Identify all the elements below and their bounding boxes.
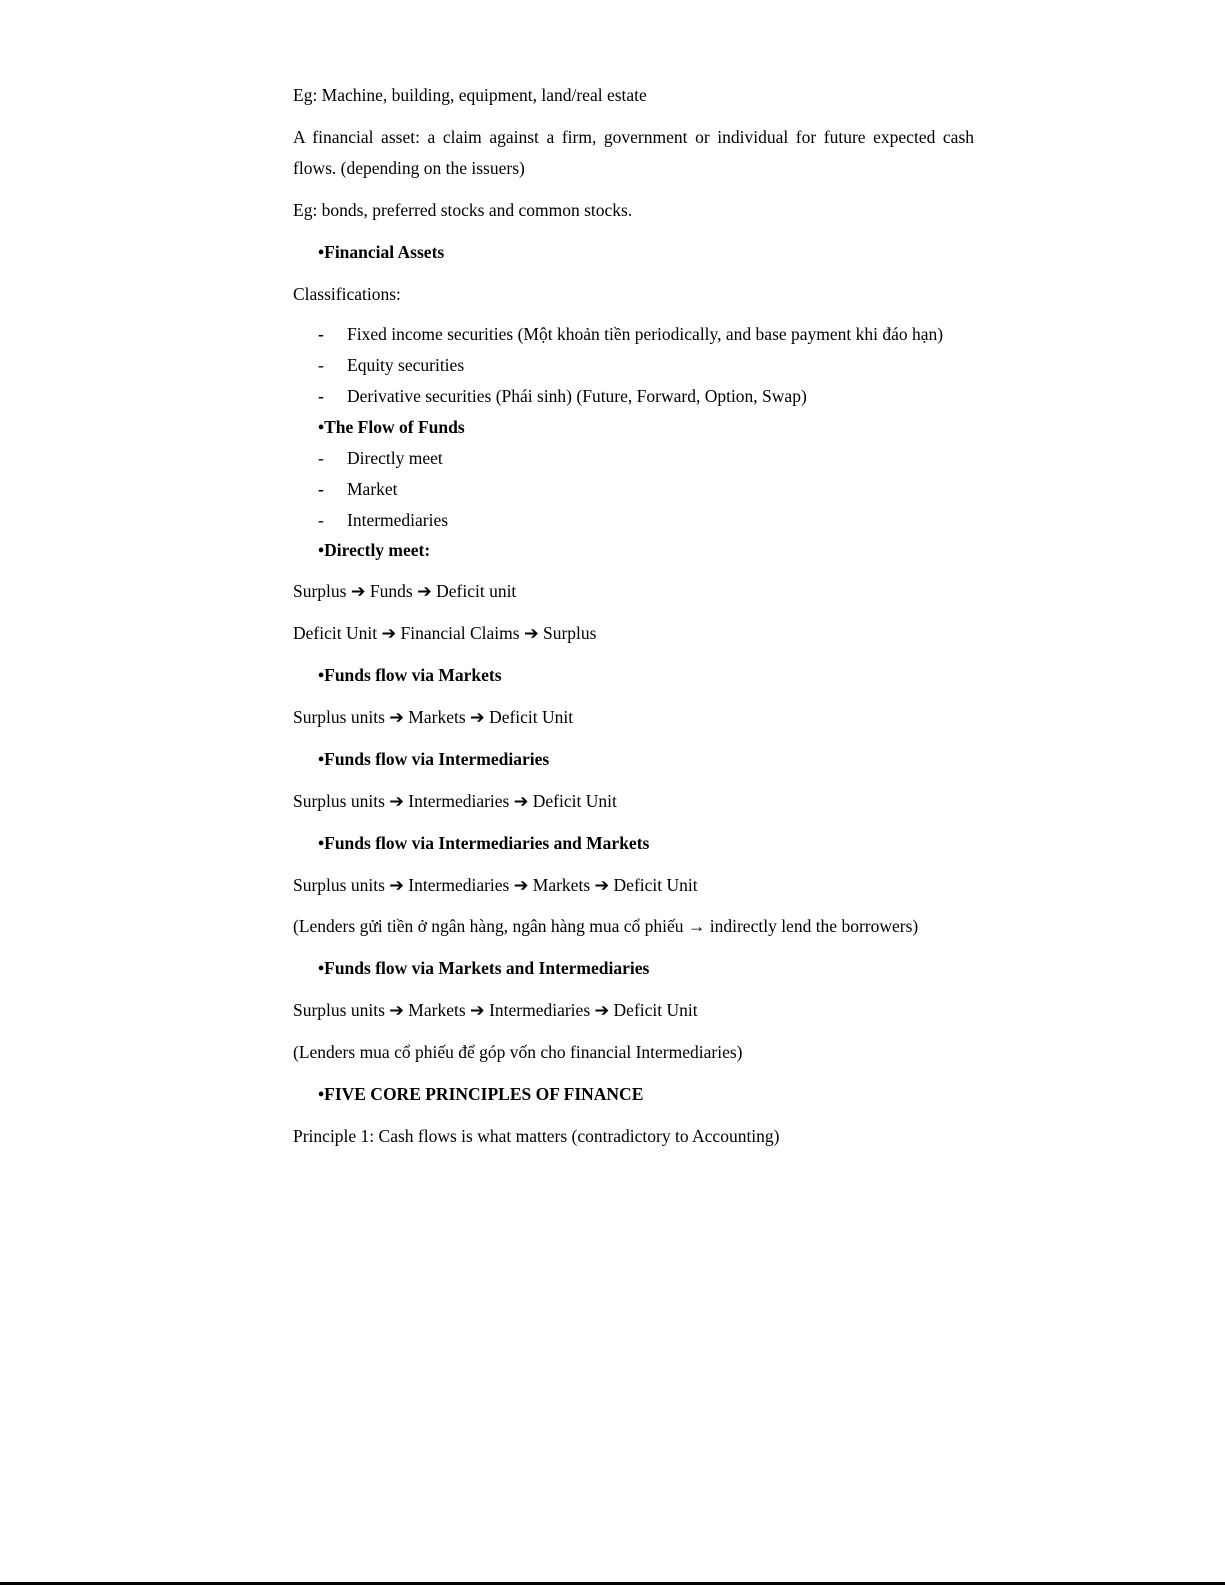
classification-fixed-income: Fixed income securities (Một khoản tiền periodically, and base payment khi đáo hạn) xyxy=(347,324,944,344)
heading-directly-meet: •Directly meet: xyxy=(318,540,431,560)
list-dash: - xyxy=(318,324,324,344)
eg-financial-assets: Eg: bonds, preferred stocks and common stocks. xyxy=(293,200,633,220)
list-dash: - xyxy=(318,479,324,499)
note-intermediaries-and-markets: (Lenders gửi tiền ở ngân hàng, ngân hàng mua cổ phiếu → indirectly lend the borrowers) xyxy=(293,916,919,936)
direct-flow-funds: Surplus ➔ Funds ➔ Deficit unit xyxy=(293,581,517,601)
classification-equity: Equity securities xyxy=(347,355,465,375)
list-dash: - xyxy=(318,386,324,406)
flow-intermediaries: Intermediaries xyxy=(347,510,449,530)
via-intermediaries-and-markets-flow: Surplus units ➔ Intermediaries ➔ Markets ➔ Deficit Unit xyxy=(293,875,698,895)
via-markets-and-intermediaries-flow: Surplus units ➔ Markets ➔ Intermediaries ➔ Deficit Unit xyxy=(293,1000,698,1020)
heading-via-markets: •Funds flow via Markets xyxy=(318,665,502,685)
heading-financial-assets: •Financial Assets xyxy=(318,242,445,262)
note-markets-and-intermediaries: (Lenders mua cổ phiếu để góp vốn cho financial Intermediaries) xyxy=(293,1042,743,1062)
via-intermediaries-flow: Surplus units ➔ Intermediaries ➔ Deficit Unit xyxy=(293,791,617,811)
flow-market: Market xyxy=(347,479,398,499)
classifications-label: Classifications: xyxy=(293,284,401,304)
list-dash: - xyxy=(318,448,324,468)
heading-five-core-principles: •FIVE CORE PRINCIPLES OF FINANCE xyxy=(318,1084,644,1104)
eg-tangible-assets: Eg: Machine, building, equipment, land/real estate xyxy=(293,85,647,105)
list-dash: - xyxy=(318,355,324,375)
financial-asset-definition-line-1: A financial asset: a claim against a firm, government or individual for future expected cash xyxy=(293,127,974,147)
principle-1: Principle 1: Cash flows is what matters (contradictory to Accounting) xyxy=(293,1126,780,1146)
heading-flow-of-funds: •The Flow of Funds xyxy=(318,417,465,437)
flow-directly-meet: Directly meet xyxy=(347,448,443,468)
direct-flow-claims: Deficit Unit ➔ Financial Claims ➔ Surplus xyxy=(293,623,597,643)
heading-via-intermediaries: •Funds flow via Intermediaries xyxy=(318,749,550,769)
heading-via-intermediaries-and-markets: •Funds flow via Intermediaries and Markets xyxy=(318,833,650,853)
financial-asset-definition-line-2: flows. (depending on the issuers) xyxy=(293,158,525,178)
classification-derivative: Derivative securities (Phái sinh) (Future, Forward, Option, Swap) xyxy=(347,386,807,406)
heading-via-markets-and-intermediaries: •Funds flow via Markets and Intermediaries xyxy=(318,958,650,978)
list-dash: - xyxy=(318,510,324,530)
via-markets-flow: Surplus units ➔ Markets ➔ Deficit Unit xyxy=(293,707,574,727)
